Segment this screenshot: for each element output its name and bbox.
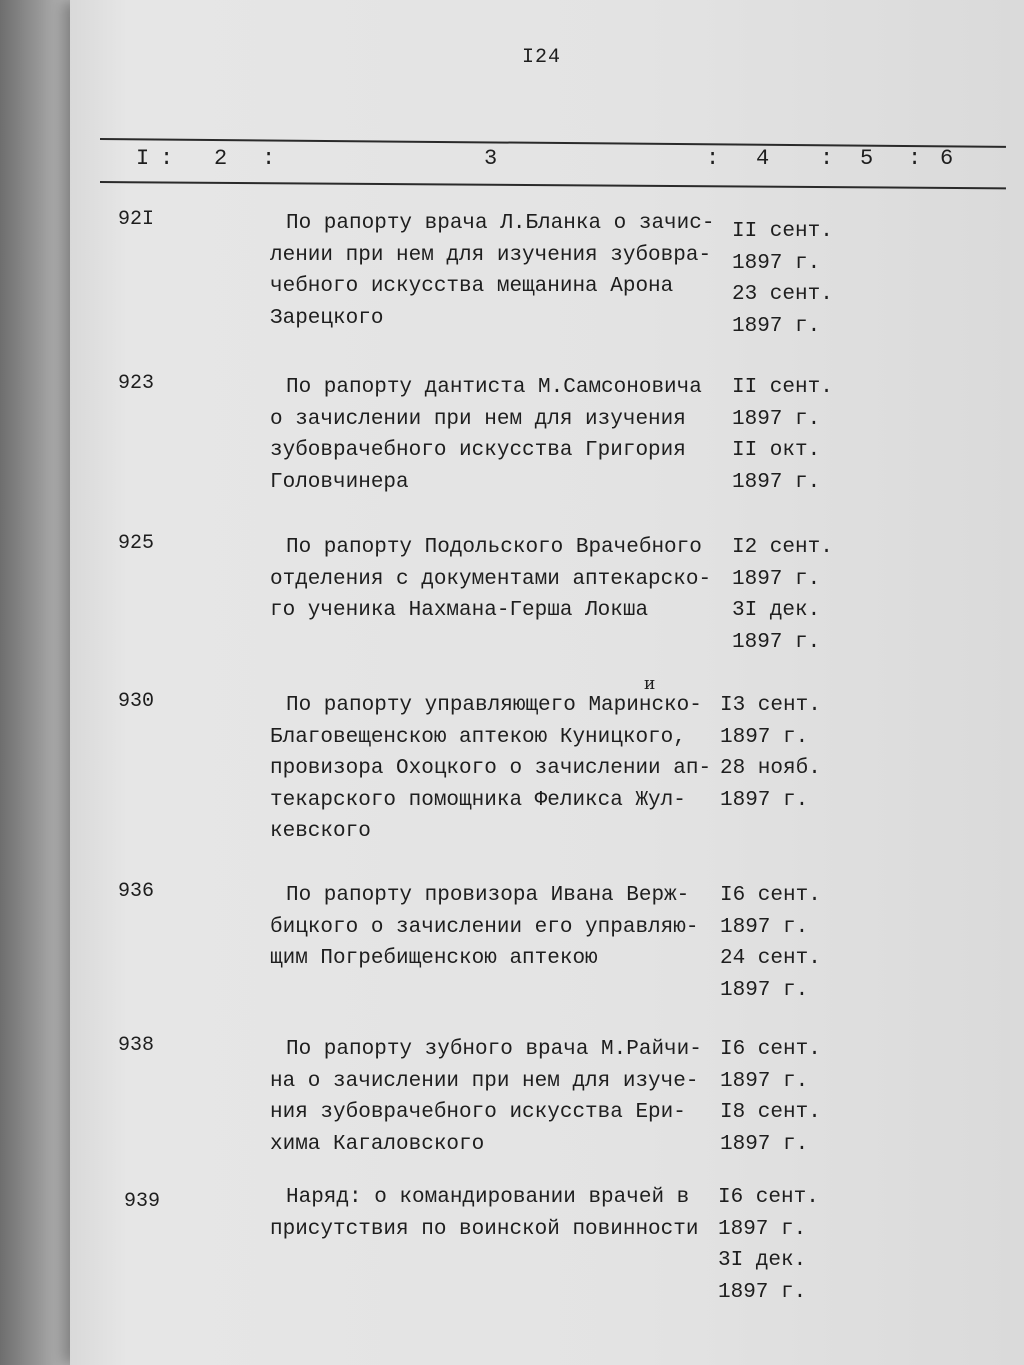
date-line: I8 сент. [720, 1101, 821, 1124]
column-header-3: 3 [484, 146, 498, 171]
description-line: текарского помощника Феликса Жул- [270, 788, 686, 812]
column-header-1: I [136, 146, 150, 171]
date-line: 1897 г. [732, 407, 821, 431]
entry-description [270, 1182, 730, 1245]
description-line: провизора Охоцкого о зачислении ап- [270, 757, 712, 780]
entry-dates [718, 1182, 828, 1308]
date-line: 1897 г. [720, 915, 809, 939]
column-separator: : [820, 146, 834, 171]
date-line: I3 сент. [720, 694, 821, 717]
entry-dates [720, 690, 830, 816]
date-line: 1897 г. [732, 567, 821, 591]
date-line: 1897 г. [720, 788, 809, 812]
description-line: ния зубоврачебного искусства Ери- [270, 1101, 686, 1124]
description-line: отделения с документами аптекарско- [270, 567, 712, 591]
date-line: I2 сент. [732, 536, 833, 559]
entry-number: 925 [118, 532, 155, 555]
entry-dates [732, 216, 842, 342]
entry-description [270, 208, 730, 334]
description-line: Головчинера [270, 470, 409, 494]
date-line: 1897 г. [732, 251, 821, 275]
date-line: I6 сент. [718, 1186, 819, 1209]
description-line: на о зачислении при нем для изуче- [270, 1069, 699, 1093]
book-spine-edge [0, 0, 70, 1365]
entry-number: 936 [118, 880, 155, 903]
entry-description [270, 532, 730, 627]
description-line: о зачислении при нем для изучения [270, 407, 686, 431]
description-line: го ученика Нахмана-Герша Локша [270, 599, 649, 622]
date-line: 1897 г. [720, 978, 809, 1002]
date-line: 3I дек. [732, 599, 821, 622]
date-line: 1897 г. [732, 470, 821, 494]
page-number: I24 [522, 46, 562, 69]
description-line: бицкого о зачислении его управляю- [270, 915, 699, 939]
entry-dates [732, 532, 842, 658]
entry-number: 938 [118, 1034, 155, 1057]
date-line: 1897 г. [732, 314, 821, 338]
date-line: 1897 г. [720, 725, 809, 749]
date-line: 1897 г. [720, 1069, 809, 1093]
column-header-6: 6 [940, 146, 954, 171]
column-header-2: 2 [214, 146, 228, 171]
entry-number: 923 [118, 372, 155, 395]
entry-number: 939 [124, 1190, 161, 1213]
description-line: зубоврачебного искусства Григория [270, 439, 686, 462]
date-line: 3I дек. [718, 1249, 807, 1272]
date-line: 23 сент. [732, 283, 833, 306]
description-line: кевского [270, 820, 371, 843]
date-line: I6 сент. [720, 1038, 821, 1061]
column-header-5: 5 [860, 146, 874, 171]
description-line: По рапорту Подольского Врачебного [286, 536, 702, 559]
column-separator: : [706, 146, 720, 171]
description-line: щим Погребищенскою аптекою [270, 947, 598, 970]
date-line: 28 нояб. [720, 757, 821, 780]
entry-dates [720, 1034, 830, 1160]
description-line: лении при нем для изучения зубовра- [270, 243, 712, 267]
description-line: присутствия по воинской повинности [270, 1217, 699, 1241]
entry-number: 92I [118, 208, 155, 231]
entry-number: 930 [118, 690, 155, 713]
description-line: Наряд: о командировании врачей в [286, 1186, 690, 1209]
description-line: чебного искусства мещанина Арона [270, 275, 674, 298]
date-line: II окт. [732, 439, 821, 462]
description-line: Благовещенскою аптекою Куницкого, [270, 725, 686, 749]
entry-description [270, 880, 746, 975]
handwritten-correction: и [644, 674, 656, 694]
description-line: Зарецкого [270, 306, 384, 330]
entry-description [270, 690, 730, 848]
entry-dates [720, 880, 830, 1006]
description-line: хима Кагаловского [270, 1132, 485, 1156]
column-separator: : [908, 146, 922, 171]
column-separator: : [160, 146, 174, 171]
date-line: 24 сент. [720, 947, 821, 970]
date-line: II сент. [732, 376, 833, 399]
date-line: 1897 г. [718, 1217, 807, 1241]
entry-description [270, 1034, 730, 1160]
description-line: По рапорту врача Л.Бланка о зачис- [286, 212, 715, 235]
date-line: 1897 г. [720, 1132, 809, 1156]
description-line: По рапорту дантиста М.Самсоновича [286, 376, 702, 399]
document-page [70, 0, 1024, 1365]
column-header-4: 4 [756, 146, 770, 171]
description-line: По рапорту управляющего Маринско- [286, 694, 702, 717]
date-line: II сент. [732, 220, 833, 243]
entry-description [270, 372, 730, 498]
date-line: 1897 г. [718, 1280, 807, 1304]
description-line: По рапорту зубного врача М.Райчи- [286, 1038, 702, 1061]
column-separator: : [262, 146, 276, 171]
date-line: 1897 г. [732, 630, 821, 654]
date-line: I6 сент. [720, 884, 821, 907]
description-line: По рапорту провизора Ивана Верж- [286, 884, 690, 907]
entry-dates [732, 372, 842, 498]
